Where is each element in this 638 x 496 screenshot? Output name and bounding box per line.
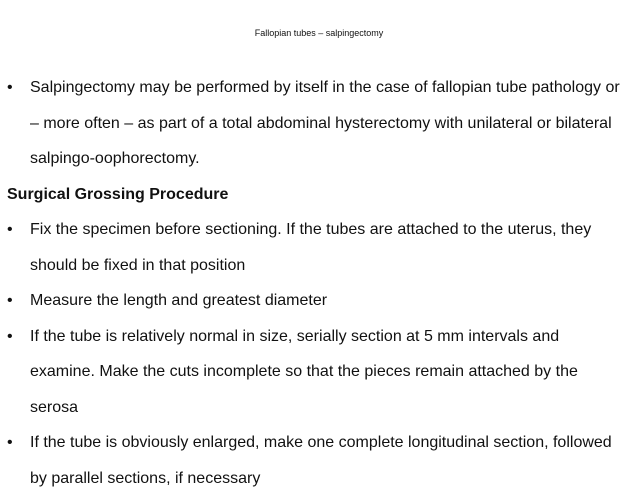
bullet-icon: •	[7, 327, 13, 345]
bullet-icon: •	[7, 434, 13, 451]
step-text: Measure the length and greatest diameter	[30, 292, 328, 309]
intro-text: Salpingectomy may be performed by itself in the case of fallopian tube pathology or – more often – as part of a total abdominal hysterectomy with unilateral or bilateral salpingo-oophorectomy.	[30, 79, 620, 167]
step-text: If the tube is obviously enlarged, make one complete longitudinal section, followed by parallel sections, if necessary	[30, 434, 612, 487]
slide-content	[7, 70, 625, 496]
slide-title: Fallopian tubes – salpingectomy	[254, 28, 384, 38]
step-text: If the tube is relatively normal in size, serially section at 5 mm intervals and examine. Make the cuts incomplete so that the pieces remain attached by the serosa	[30, 327, 578, 416]
bullet-icon: •	[7, 292, 13, 309]
step-bullet	[7, 319, 625, 426]
step-bullet	[7, 425, 625, 496]
step-bullet	[7, 212, 625, 283]
bullet-icon: •	[7, 79, 13, 96]
section-heading: Surgical Grossing Procedure	[7, 185, 229, 203]
step-bullet	[7, 283, 625, 319]
step-text: Fix the specimen before sectioning. If the tubes are attached to the uterus, they should be fixed in that position	[30, 221, 592, 274]
intro-bullet	[7, 70, 625, 177]
bullet-icon: •	[7, 221, 13, 238]
